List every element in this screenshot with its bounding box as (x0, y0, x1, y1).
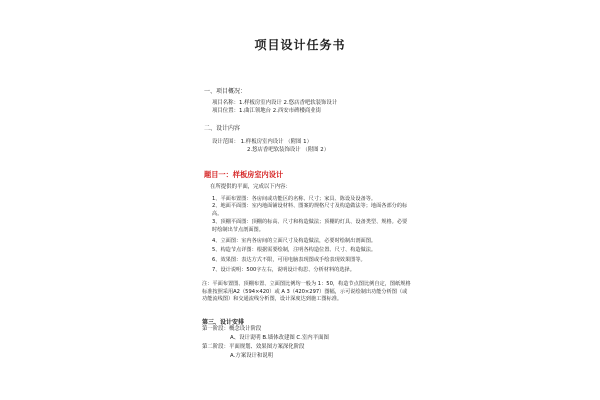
stage1-item: A、设计说明 B.墙体改建图 C.室内平面图 (230, 335, 329, 341)
topic1-item-2: 2、地面平面图：室内地面铺设材料、图案的规格尺寸及构造做法等；地面各部分的标高。 (212, 203, 408, 217)
topic1-item-3: 3、顶棚平面图：顶棚的标高、尺寸和构造做法；顶棚的灯具、设备类型、规格。必要时绘制出节点剖面图。 (212, 219, 408, 233)
scope-line-1: 设计范围： 1.样板房室内设计 （附图 1） (212, 139, 312, 145)
topic1-item-7: 7、设计说明：500字左右，说明设计构思、分析材料的选择。 (212, 267, 355, 273)
topic1-item-6: 6、效果图：表达方式不限，可用电脑表现图或手绘表现效果图等。 (212, 257, 366, 263)
scope-line-2: 2.悠店香吧软装饰设计 （附图 2） (247, 147, 330, 153)
section2-heading: 二、设计内容 (204, 125, 241, 132)
topic1-note: 注：平面布置图、顶棚布置、立面图比例均一般为 1：50，构造节点图比例自定，图纸规格标准按照采用A2（594×420）或 A 3（420×297）图幅，示可说绘制出功能分析图（或功能流线图）和交通流线分析图，设计深度达到施工图标准。 (202, 281, 411, 302)
topic1-heading: 题目一：样板房室内设计 (204, 170, 284, 179)
topic1-item-1: 1、平面布置图：各房间或功能区的名称、尺寸；家具、陈设及设备等。 (212, 196, 377, 202)
section1-heading: 一、项目概况： (204, 88, 247, 95)
topic1-item-5: 5、构造节点详图：根据需要绘制，注明各构造位置、尺寸、构造做法。 (212, 247, 377, 253)
project-location-line: 项目位置：1.曲江领地台 2.西安市碑楼商业街 (212, 108, 322, 114)
stage2-line: 第二阶段：平面规划、效果图方案深化阶段 (202, 344, 305, 350)
project-name-line: 项目名称：1.样板房室内设计 2.悠店香吧软装饰设计 (212, 100, 338, 106)
document-title: 项目设计任务书 (254, 38, 346, 52)
stage1-line: 第一阶段：概念设计阶段 (202, 326, 262, 332)
section3-heading: 第三、设计安排 (202, 319, 245, 326)
topic1-item-4: 4、立面图：室内各房间的立面尺寸及构造做法，必要时绘制出剖面图。 (212, 238, 377, 244)
topic1-intro: 在所提供的平面，完成以下内容： (210, 184, 291, 190)
stage2-item: A.方案设计和说明 (230, 353, 274, 359)
